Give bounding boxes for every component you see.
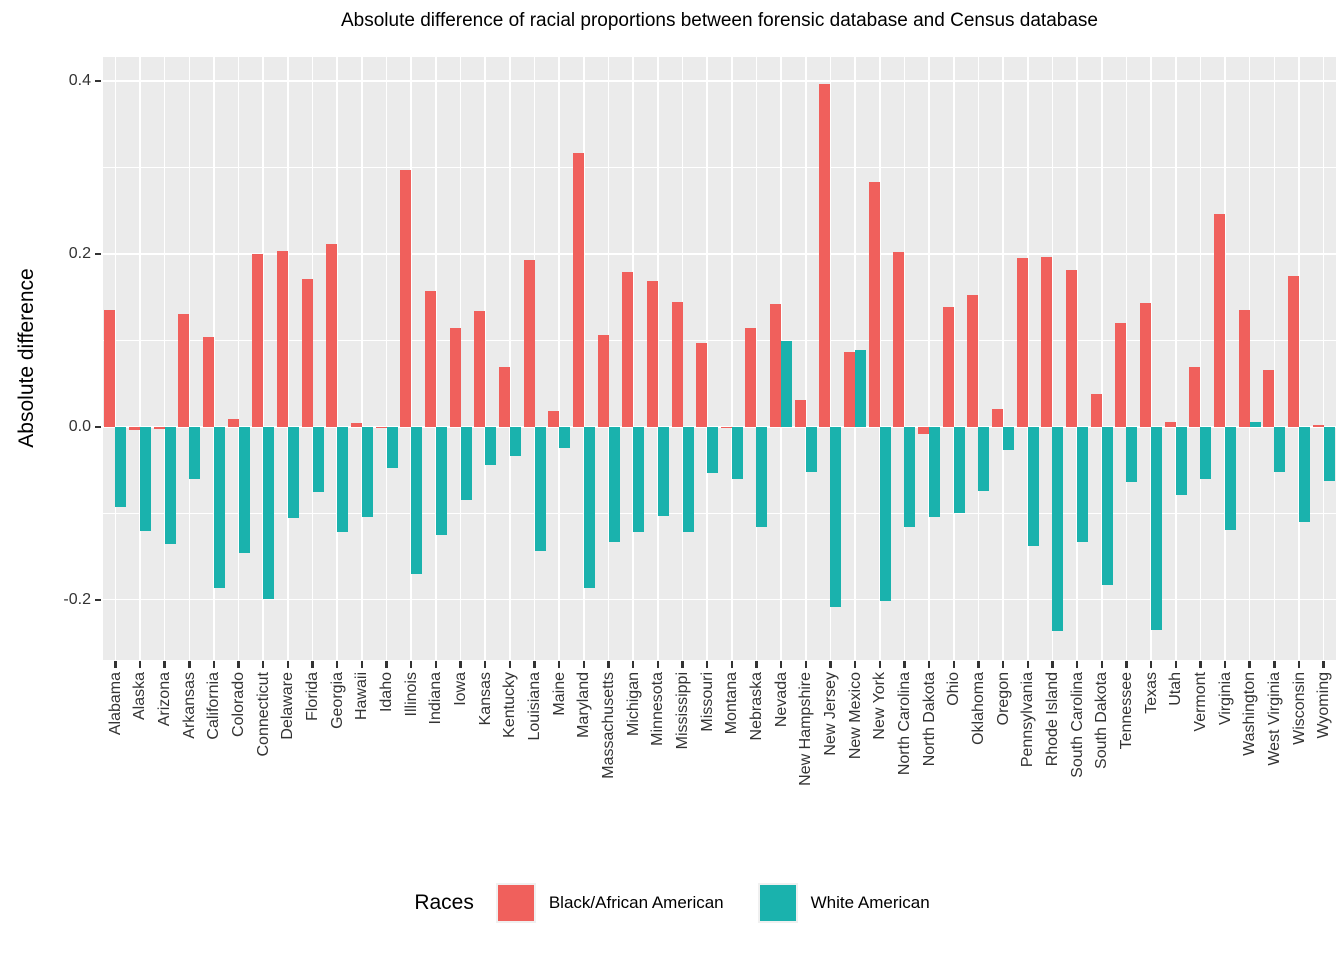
x-tick-mark-alabama xyxy=(114,661,116,668)
bar-white-montana xyxy=(732,427,743,479)
bar-black-idaho xyxy=(376,427,387,429)
legend-key xyxy=(496,883,536,923)
x-tick-label-tennessee: Tennessee xyxy=(1117,672,1135,750)
x-tick-mark-delaware xyxy=(287,661,289,668)
x-tick-mark-rhode-island xyxy=(1051,661,1053,668)
x-tick-label-maine: Maine xyxy=(550,672,568,716)
bar-black-oregon xyxy=(992,409,1003,426)
x-tick-label-louisiana: Louisiana xyxy=(526,672,544,741)
bar-white-new-hampshire xyxy=(806,427,817,472)
bar-black-florida xyxy=(302,279,313,427)
bar-black-maryland xyxy=(573,153,584,427)
legend-swatch-black-african-american xyxy=(498,885,534,921)
x-tick-mark-texas xyxy=(1150,661,1152,668)
bar-white-maine xyxy=(559,427,570,449)
bar-white-mississippi xyxy=(683,427,694,532)
bar-black-new-jersey xyxy=(819,84,830,427)
bar-white-south-carolina xyxy=(1077,427,1088,542)
x-tick-label-wyoming: Wyoming xyxy=(1315,672,1333,739)
bar-black-new-york xyxy=(869,182,880,426)
bar-white-nevada xyxy=(781,341,792,427)
x-tick-label-arkansas: Arkansas xyxy=(180,672,198,739)
x-tick-label-colorado: Colorado xyxy=(230,672,248,737)
legend-swatch-white-american xyxy=(760,885,796,921)
x-tick-label-arizona: Arizona xyxy=(156,672,174,727)
x-tick-mark-kansas xyxy=(484,661,486,668)
x-tick-mark-nevada xyxy=(780,661,782,668)
bar-white-virginia xyxy=(1225,427,1236,531)
x-tick-mark-washington xyxy=(1248,661,1250,668)
x-tick-label-illinois: Illinois xyxy=(402,672,420,717)
x-tick-mark-new-jersey xyxy=(829,661,831,668)
bar-white-wyoming xyxy=(1324,427,1335,481)
gridline-category-vermont xyxy=(1200,57,1202,660)
x-tick-mark-north-dakota xyxy=(928,661,930,668)
x-tick-label-virginia: Virginia xyxy=(1216,672,1234,726)
x-tick-label-alabama: Alabama xyxy=(106,672,124,736)
x-tick-mark-maine xyxy=(558,661,560,668)
gridline-category-north-dakota xyxy=(928,57,930,660)
bar-black-georgia xyxy=(326,244,337,426)
bar-white-vermont xyxy=(1200,427,1211,480)
x-tick-label-massachusetts: Massachusetts xyxy=(600,672,618,779)
x-tick-label-oregon: Oregon xyxy=(994,672,1012,726)
bar-white-delaware xyxy=(288,427,299,519)
x-tick-mark-vermont xyxy=(1199,661,1201,668)
x-tick-mark-pennsylvania xyxy=(1027,661,1029,668)
legend-item-black-african-american xyxy=(496,883,724,923)
bar-black-wyoming xyxy=(1313,425,1324,427)
x-tick-mark-hawaii xyxy=(361,661,363,668)
bar-white-west-virginia xyxy=(1274,427,1285,472)
x-tick-mark-tennessee xyxy=(1125,661,1127,668)
bar-black-pennsylvania xyxy=(1017,258,1028,426)
bar-white-missouri xyxy=(707,427,718,474)
x-tick-mark-massachusetts xyxy=(607,661,609,668)
x-tick-mark-florida xyxy=(311,661,313,668)
gridline-category-colorado xyxy=(238,57,240,660)
gridline-category-utah xyxy=(1175,57,1177,660)
x-tick-mark-ohio xyxy=(953,661,955,668)
x-tick-mark-oregon xyxy=(1002,661,1004,668)
x-tick-label-pennsylvania: Pennsylvania xyxy=(1019,672,1037,768)
x-tick-label-north-carolina: North Carolina xyxy=(895,672,913,776)
bar-white-nebraska xyxy=(756,427,767,527)
bar-white-indiana xyxy=(436,427,447,535)
bar-black-tennessee xyxy=(1115,323,1126,427)
gridline-category-maine xyxy=(558,57,560,660)
y-tick-mark-0.4 xyxy=(95,80,101,82)
x-tick-label-nevada: Nevada xyxy=(772,672,790,728)
y-tick-label-0: 0.0 xyxy=(68,417,91,435)
bar-white-texas xyxy=(1151,427,1162,630)
x-tick-mark-idaho xyxy=(385,661,387,668)
x-tick-mark-nebraska xyxy=(755,661,757,668)
gridline-category-arizona xyxy=(164,57,166,660)
bar-black-rhode-island xyxy=(1041,257,1052,426)
x-tick-label-oklahoma: Oklahoma xyxy=(969,672,987,745)
bar-black-missouri xyxy=(696,343,707,427)
bar-black-kentucky xyxy=(499,367,510,427)
bar-black-colorado xyxy=(228,419,239,427)
bar-black-mississippi xyxy=(672,302,683,426)
x-tick-mark-south-carolina xyxy=(1076,661,1078,668)
legend-label: White American xyxy=(810,893,930,912)
bar-black-hawaii xyxy=(351,423,362,426)
x-tick-mark-missouri xyxy=(706,661,708,668)
bar-black-wisconsin xyxy=(1288,276,1299,426)
bar-black-michigan xyxy=(622,272,633,427)
bar-white-arizona xyxy=(165,427,176,544)
bar-white-arkansas xyxy=(189,427,200,479)
y-axis-title: Absolute difference xyxy=(15,268,38,448)
bar-black-nebraska xyxy=(745,328,756,426)
x-tick-mark-north-carolina xyxy=(903,661,905,668)
bar-black-new-mexico xyxy=(844,352,855,426)
x-tick-mark-utah xyxy=(1175,661,1177,668)
x-tick-label-new-hampshire: New Hampshire xyxy=(797,672,815,786)
x-tick-label-idaho: Idaho xyxy=(378,672,396,713)
bar-white-tennessee xyxy=(1126,427,1137,482)
bar-white-georgia xyxy=(337,427,348,532)
gridline-category-new-hampshire xyxy=(805,57,807,660)
x-tick-label-south-carolina: South Carolina xyxy=(1068,672,1086,778)
bar-white-oregon xyxy=(1003,427,1014,450)
x-tick-label-iowa: Iowa xyxy=(452,672,470,706)
bar-white-iowa xyxy=(461,427,472,500)
bar-black-utah xyxy=(1165,422,1176,427)
bar-black-iowa xyxy=(450,328,461,426)
x-tick-mark-wisconsin xyxy=(1298,661,1300,668)
bar-white-north-carolina xyxy=(904,427,915,527)
bar-white-massachusetts xyxy=(609,427,620,542)
plot-panel xyxy=(103,57,1336,660)
x-tick-label-nebraska: Nebraska xyxy=(747,672,765,741)
bar-black-montana xyxy=(721,427,732,429)
x-tick-label-washington: Washington xyxy=(1241,672,1259,756)
x-tick-label-delaware: Delaware xyxy=(279,672,297,740)
bar-white-california xyxy=(214,427,225,589)
x-tick-mark-montana xyxy=(731,661,733,668)
bar-black-south-dakota xyxy=(1091,394,1102,427)
x-tick-mark-minnesota xyxy=(657,661,659,668)
y-tick-mark-0 xyxy=(95,426,101,428)
bar-black-connecticut xyxy=(252,254,263,427)
x-tick-mark-connecticut xyxy=(262,661,264,668)
x-tick-mark-california xyxy=(213,661,215,668)
x-tick-label-maryland: Maryland xyxy=(575,672,593,738)
bar-black-indiana xyxy=(425,291,436,427)
gridline-category-alaska xyxy=(139,57,141,660)
bar-white-utah xyxy=(1176,427,1187,495)
gridline-category-kentucky xyxy=(509,57,511,660)
x-tick-mark-mississippi xyxy=(681,661,683,668)
bar-white-kentucky xyxy=(510,427,521,456)
x-tick-label-vermont: Vermont xyxy=(1191,672,1209,732)
x-tick-label-wisconsin: Wisconsin xyxy=(1290,672,1308,745)
x-tick-label-north-dakota: North Dakota xyxy=(920,672,938,767)
legend xyxy=(0,878,1344,928)
y-tick-label-0.4: 0.4 xyxy=(68,72,91,90)
x-tick-mark-louisiana xyxy=(533,661,535,668)
x-tick-label-ohio: Ohio xyxy=(945,672,963,706)
bar-white-alaska xyxy=(140,427,151,532)
x-tick-mark-south-dakota xyxy=(1101,661,1103,668)
x-tick-mark-alaska xyxy=(139,661,141,668)
x-tick-label-california: California xyxy=(205,672,223,740)
gridline-category-idaho xyxy=(386,57,388,660)
x-tick-label-new-york: New York xyxy=(871,672,889,740)
bar-white-hawaii xyxy=(362,427,373,518)
bar-black-alaska xyxy=(129,427,140,430)
bar-black-delaware xyxy=(277,251,288,427)
gridline-category-hawaii xyxy=(361,57,363,660)
bar-black-arizona xyxy=(154,427,165,430)
x-tick-label-georgia: Georgia xyxy=(328,672,346,729)
bar-black-alabama xyxy=(104,310,115,427)
x-tick-label-west-virginia: West Virginia xyxy=(1265,672,1283,766)
x-tick-mark-west-virginia xyxy=(1273,661,1275,668)
x-tick-label-indiana: Indiana xyxy=(427,672,445,725)
bar-white-maryland xyxy=(584,427,595,589)
bar-white-colorado xyxy=(239,427,250,553)
x-tick-mark-michigan xyxy=(632,661,634,668)
bar-white-south-dakota xyxy=(1102,427,1113,585)
x-tick-mark-virginia xyxy=(1224,661,1226,668)
x-tick-mark-new-hampshire xyxy=(805,661,807,668)
x-tick-mark-maryland xyxy=(583,661,585,668)
bar-black-texas xyxy=(1140,303,1151,427)
x-tick-mark-georgia xyxy=(336,661,338,668)
x-tick-mark-arkansas xyxy=(188,661,190,668)
x-tick-mark-new-york xyxy=(879,661,881,668)
bar-white-new-mexico xyxy=(855,350,866,427)
bar-black-south-carolina xyxy=(1066,270,1077,427)
x-tick-label-hawaii: Hawaii xyxy=(353,672,371,721)
bar-white-louisiana xyxy=(535,427,546,551)
legend-item-white-american xyxy=(758,883,930,923)
bar-black-new-hampshire xyxy=(795,400,806,427)
bar-black-oklahoma xyxy=(967,295,978,426)
legend-key xyxy=(758,883,798,923)
x-tick-label-texas: Texas xyxy=(1142,672,1160,714)
x-tick-label-montana: Montana xyxy=(723,672,741,735)
x-tick-label-michigan: Michigan xyxy=(624,672,642,737)
legend-title: Races xyxy=(414,891,474,914)
bar-white-ohio xyxy=(954,427,965,513)
bar-white-new-york xyxy=(880,427,891,602)
bar-black-massachusetts xyxy=(598,335,609,427)
gridline-category-west-virginia xyxy=(1274,57,1276,660)
y-tick-mark--0.2 xyxy=(95,599,101,601)
x-tick-label-connecticut: Connecticut xyxy=(254,672,272,757)
x-tick-mark-wyoming xyxy=(1322,661,1324,668)
y-tick-label--0.2: -0.2 xyxy=(63,590,91,608)
bar-black-louisiana xyxy=(524,260,535,427)
bar-white-illinois xyxy=(411,427,422,574)
x-tick-label-new-mexico: New Mexico xyxy=(846,672,864,760)
bar-black-maine xyxy=(548,411,559,427)
bar-white-kansas xyxy=(485,427,496,465)
x-tick-mark-illinois xyxy=(410,661,412,668)
x-tick-label-new-jersey: New Jersey xyxy=(821,672,839,756)
bar-black-arkansas xyxy=(178,314,189,426)
y-tick-mark-0.2 xyxy=(95,253,101,255)
bar-white-wisconsin xyxy=(1299,427,1310,522)
x-tick-label-mississippi: Mississippi xyxy=(674,672,691,750)
x-tick-label-alaska: Alaska xyxy=(131,672,149,721)
legend-label: Black/African American xyxy=(548,893,724,912)
x-tick-label-rhode-island: Rhode Island xyxy=(1043,672,1061,767)
bar-white-idaho xyxy=(387,427,398,468)
bar-black-virginia xyxy=(1214,214,1225,427)
bar-white-pennsylvania xyxy=(1028,427,1039,546)
x-tick-label-florida: Florida xyxy=(304,672,322,721)
bar-white-alabama xyxy=(115,427,126,507)
bar-black-ohio xyxy=(943,307,954,427)
x-tick-mark-new-mexico xyxy=(854,661,856,668)
gridline-category-wyoming xyxy=(1323,57,1325,660)
bar-white-michigan xyxy=(633,427,644,532)
x-tick-label-kentucky: Kentucky xyxy=(501,672,519,738)
x-tick-mark-colorado xyxy=(237,661,239,668)
bar-black-illinois xyxy=(400,170,411,427)
bar-white-florida xyxy=(313,427,324,493)
bar-black-nevada xyxy=(770,304,781,427)
bar-black-minnesota xyxy=(647,281,658,427)
chart-title: Absolute difference of racial proportions between forensic database and Census database xyxy=(341,10,1098,31)
bar-black-california xyxy=(203,337,214,427)
x-tick-mark-kentucky xyxy=(509,661,511,668)
bar-white-new-jersey xyxy=(830,427,841,608)
bar-white-north-dakota xyxy=(929,427,940,517)
bar-white-connecticut xyxy=(263,427,274,599)
bar-white-rhode-island xyxy=(1052,427,1063,632)
x-tick-label-kansas: Kansas xyxy=(476,672,494,726)
x-tick-mark-indiana xyxy=(435,661,437,668)
x-tick-mark-iowa xyxy=(459,661,461,668)
bar-black-washington xyxy=(1239,310,1250,427)
bar-white-washington xyxy=(1250,422,1261,426)
x-tick-label-south-dakota: South Dakota xyxy=(1093,672,1111,769)
bar-black-west-virginia xyxy=(1263,370,1274,427)
x-tick-label-missouri: Missouri xyxy=(698,672,716,732)
x-tick-label-minnesota: Minnesota xyxy=(649,672,667,746)
bar-black-north-dakota xyxy=(918,427,929,434)
bar-white-minnesota xyxy=(658,427,669,516)
x-tick-mark-arizona xyxy=(163,661,165,668)
gridline-category-oregon xyxy=(1002,57,1004,660)
bar-white-oklahoma xyxy=(978,427,989,491)
gridline-category-montana xyxy=(731,57,733,660)
bar-black-vermont xyxy=(1189,367,1200,427)
x-tick-mark-oklahoma xyxy=(977,661,979,668)
bar-black-north-carolina xyxy=(893,252,904,427)
bar-black-kansas xyxy=(474,311,485,427)
x-tick-label-utah: Utah xyxy=(1167,672,1185,706)
y-tick-label-0.2: 0.2 xyxy=(68,244,91,262)
